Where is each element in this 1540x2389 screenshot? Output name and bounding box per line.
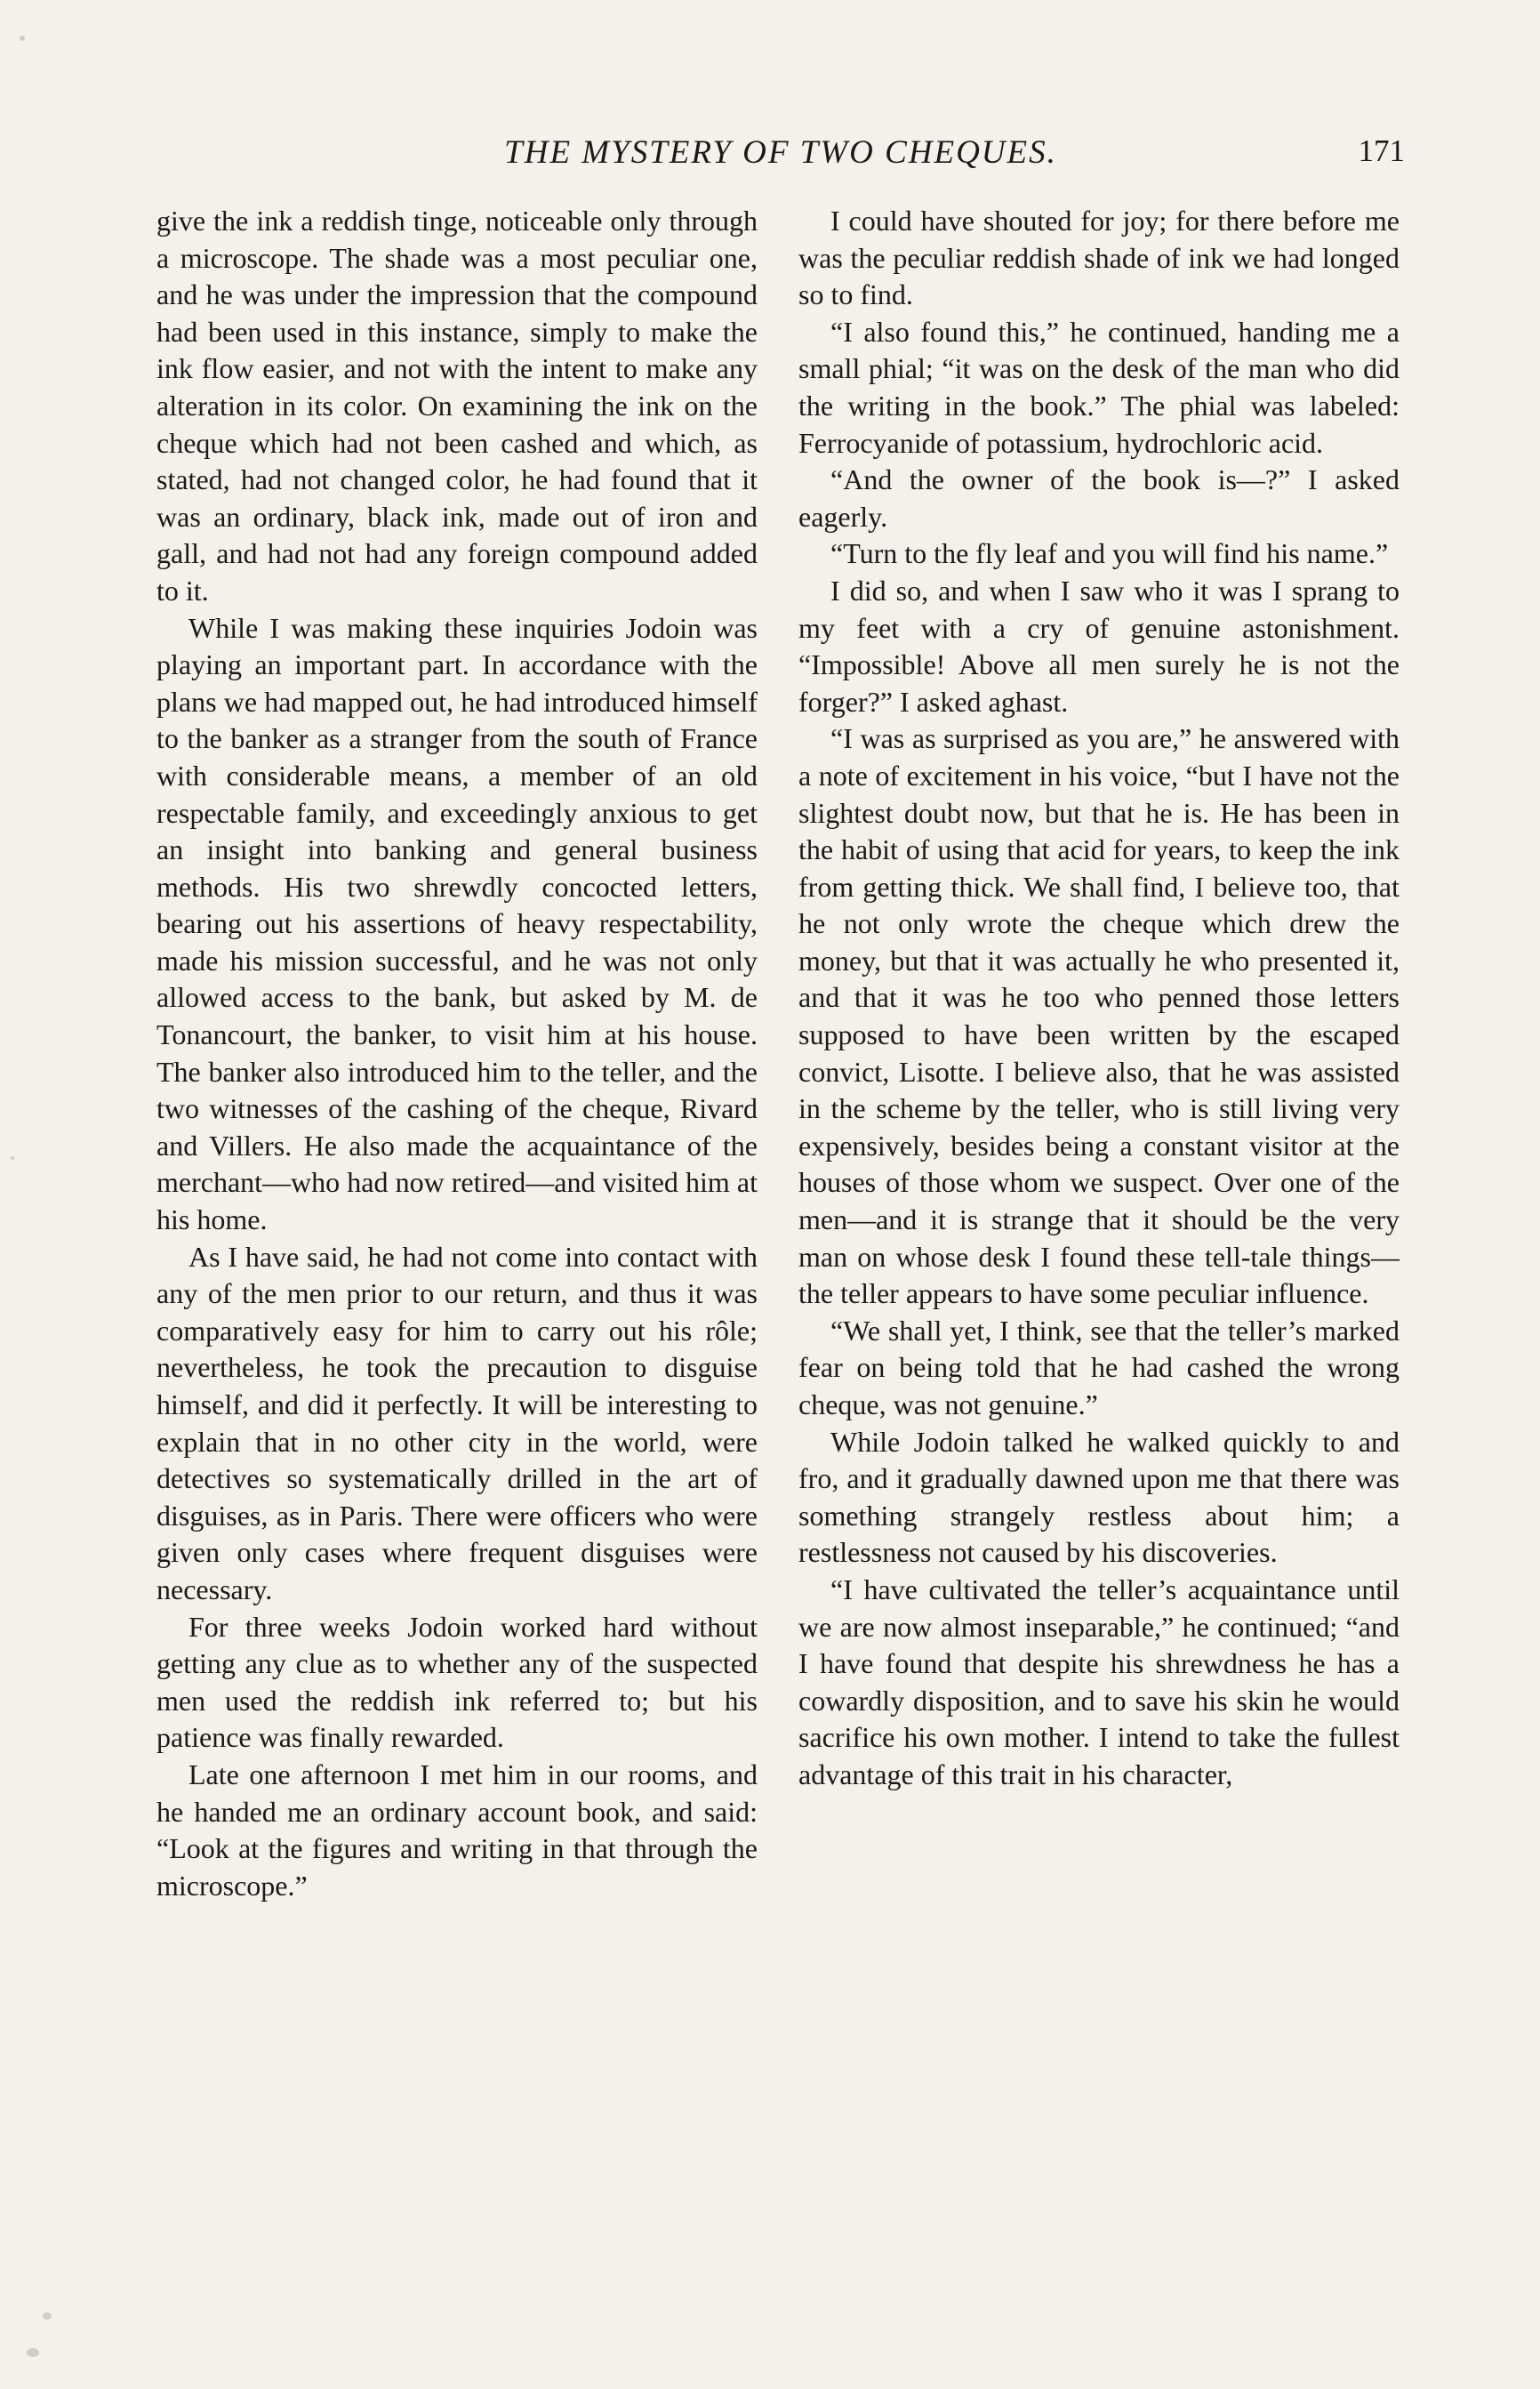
paragraph: I did so, and when I saw who it was I sprang to my feet with a cry of genuine astonishment. “Impossible! Above all men surely he is not the forger?” I asked aghast. xyxy=(798,574,1400,718)
paragraph: “I have cultivated the teller’s acquaintance until we are now almost inseparable,” he continued; “and I have found that despite his shrewdness he has a cowardly disposition, and to save his skin he would sacrifice his own mother. I intend to take the fullest advantage of this trait in his character, xyxy=(798,1573,1400,1790)
paragraph: “We shall yet, I think, see that the teller’s marked fear on being told that he had cashed the wrong cheque, was not genuine.” xyxy=(798,1314,1400,1420)
paragraph: As I have said, he had not come into contact with any of the men prior to our return, and thus it was comparatively easy for him to carry out his rôle; nevertheless, he took the precaution to disguise himself, and did it perfectly. It will be interesting to explain that in no other city in the world, were detectives so systematically drilled in the art of disguises, as in Paris. There were officers who were given only cases where frequent disguises were necessary. xyxy=(156,1240,758,1605)
running-title: THE MYSTERY OF TWO CHEQUES. xyxy=(504,134,1057,171)
page-number: 171 xyxy=(1358,133,1405,168)
paper-speckle xyxy=(27,2348,39,2357)
paper-speckle xyxy=(11,1156,14,1160)
paper-speckle xyxy=(43,2313,52,2320)
paragraph: “I was as surprised as you are,” he answered with a note of excitement in his voice, “but I have not the slightest doubt now, but that he is. He has been in the habit of using that acid for years, to keep the ink from getting thick. We shall find, I believe too, that he not only wrote the cheque which drew the money, but that it was actually he who presented it, and that it was he too who penned those letters supposed to have been written by the escaped convict, Lisotte. I believe also, that he was assisted in the scheme by the teller, who is still living very expensively, besides being a constant visitor at the houses of those whom we suspect. Over one of the men—and it is strange that it should be the very man on whose desk I found these tell-tale things—the teller appears to have some peculiar influence. xyxy=(798,722,1400,1310)
paragraph: “And the owner of the book is—?” I asked eagerly. xyxy=(798,463,1400,533)
paper-speckle xyxy=(20,36,25,41)
paragraph: “I also found this,” he continued, handing me a small phial; “it was on the desk of the man who did the writing in the book.” The phial was labeled: Ferrocyanide of potassium, hydrochloric acid. xyxy=(798,315,1400,459)
paragraph: For three weeks Jodoin worked hard without getting any clue as to whether any of the suspected men used the reddish ink referred to; but his patience was finally rewarded. xyxy=(156,1610,758,1754)
paragraph: While I was making these inquiries Jodoin was playing an important part. In accordance with the plans we had mapped out, he had introduced himself to the banker as a stranger from the south of France with considerable means, a member of an old respectable family, and exceedingly anxious to get an insight into banking and general business methods. His two shrewdly concocted letters, bearing out his assertions of heavy respectability, made his mission successful, and he was not only allowed access to the bank, but asked by M. de Tonancourt, the banker, to visit him at his house. The banker also introduced him to the teller, and the two witnesses of the cashing of the cheque, Rivard and Villers. He also made the acquaintance of the merchant—who had now retired—and visited him at his home. xyxy=(156,611,758,1236)
page-header xyxy=(156,133,1405,187)
left-column xyxy=(156,203,758,1904)
paragraph: give the ink a reddish tinge, noticeable only through a microscope. The shade was a most peculiar one, and he was under the impression that the compound had been used in this instance, simply to make the ink flow easier, and not with the intent to make any alteration in its color. On examining the ink on the cheque which had not been cashed and which, as stated, had not changed color, he had found that it was an ordinary, black ink, made out of iron and gall, and had not had any foreign compound added to it. xyxy=(156,205,758,607)
paragraph: I could have shouted for joy; for there before me was the peculiar reddish shade of ink we had longed so to find. xyxy=(798,205,1400,311)
paragraph: While Jodoin talked he walked quickly to and fro, and it gradually dawned upon me that there was something strangely restless about him; a restlessness not caused by his discoveries. xyxy=(798,1425,1400,1569)
right-column xyxy=(798,203,1400,1794)
paragraph: “Turn to the fly leaf and you will find his name.” xyxy=(830,537,1389,570)
paragraph: Late one afternoon I met him in our rooms, and he handed me an ordinary account book, and said: “Look at the figures and writing in that through the microscope.” xyxy=(156,1758,758,1902)
